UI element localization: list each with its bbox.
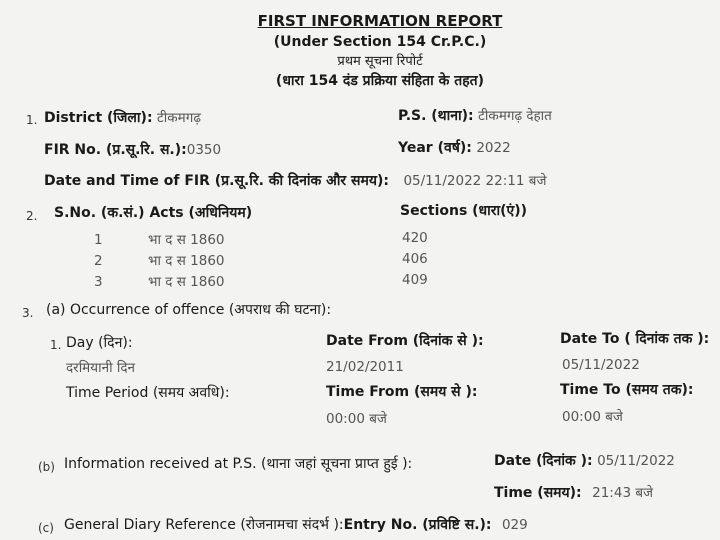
info-received-label: Information received at P.S. (थाना जहां सूचना प्राप्त हुई ): xyxy=(64,456,413,472)
ps-value: टीकमगढ़ देहात xyxy=(478,108,552,124)
time-to-label: Time To (समय तक): xyxy=(560,382,694,398)
fir-no-field xyxy=(44,141,221,159)
act-row-sno: 1 xyxy=(94,232,103,248)
act-row-sno: 3 xyxy=(94,274,103,290)
gd-reference-label: General Diary Reference (रोजनामचा संदर्भ ): xyxy=(64,517,344,533)
ps-label: P.S. (थाना): xyxy=(398,108,474,124)
report-subtitle: (Under Section 154 Cr.P.C.) xyxy=(273,34,487,50)
district-label: District (जिला): xyxy=(44,110,153,126)
fir-no-value: 0350 xyxy=(186,142,222,158)
year-label: Year (वर्ष): xyxy=(398,140,472,156)
district-value: टीकमगढ़ xyxy=(157,110,201,126)
act-row-section: 406 xyxy=(402,251,428,267)
acts-header xyxy=(54,204,252,222)
info-received-time xyxy=(494,484,653,502)
info-received-date xyxy=(494,452,675,470)
info-date-value: 05/11/2022 xyxy=(597,453,675,469)
section-2-number: 2. xyxy=(26,209,38,223)
date-to-label: Date To ( दिनांक तक ): xyxy=(560,331,710,347)
act-row-act: भा द स 1860 xyxy=(148,253,225,269)
section-3-number: 3. xyxy=(22,306,34,320)
time-from-value: 00:00 बजे xyxy=(326,411,387,427)
day-number: 1. xyxy=(50,338,62,352)
act-row-sno: 2 xyxy=(94,253,103,269)
report-hindi-title: प्रथम सूचना रिपोर्ट xyxy=(337,54,423,69)
act-row-section: 409 xyxy=(402,272,428,288)
gd-reference-number: (c) xyxy=(38,521,54,535)
ps-field xyxy=(398,107,552,125)
date-from-value: 21/02/2011 xyxy=(326,359,404,375)
fir-datetime-field xyxy=(44,172,546,190)
fir-datetime-value: 05/11/2022 22:11 बजे xyxy=(403,173,547,189)
info-date-label: Date (दिनांक ): xyxy=(494,453,593,469)
day-label: Day (दिन): xyxy=(66,335,133,351)
info-time-value: 21:43 बजे xyxy=(592,485,654,501)
act-row-act: भा द स 1860 xyxy=(148,274,225,290)
acts-label: Acts (अधिनियम) xyxy=(149,205,253,221)
fir-no-label: FIR No. (प्र.सू.रि. स.): xyxy=(44,142,187,158)
entry-no-label: Entry No. (प्रविष्टि स.): xyxy=(343,517,492,533)
time-period-label: Time Period (समय अवधि): xyxy=(66,385,230,401)
time-to-value: 00:00 बजे xyxy=(562,409,623,425)
fir-datetime-label: Date and Time of FIR (प्र.सू.रि. की दिनांक और समय): xyxy=(44,173,389,189)
date-to-value: 05/11/2022 xyxy=(562,357,640,373)
district-field xyxy=(44,109,201,127)
info-time-label: Time (समय): xyxy=(494,485,582,501)
year-field xyxy=(398,139,511,157)
section-1-number: 1. xyxy=(26,113,38,127)
year-value: 2022 xyxy=(476,140,511,156)
act-row-section: 420 xyxy=(402,230,428,246)
act-row-act: भा द स 1860 xyxy=(148,232,225,248)
day-value: दरमियानी दिन xyxy=(66,360,136,376)
sections-label: Sections (धारा(एं)) xyxy=(400,203,528,219)
report-title: FIRST INFORMATION REPORT xyxy=(257,12,503,30)
gd-reference-field xyxy=(64,516,528,534)
date-from-label: Date From (दिनांक से ): xyxy=(326,333,484,349)
occurrence-label: (a) Occurrence of offence (अपराध की घटना): xyxy=(46,302,332,318)
entry-no-value: 029 xyxy=(501,517,528,533)
info-received-number: (b) xyxy=(38,460,55,474)
sno-label: S.No. (क.सं.) xyxy=(54,205,145,221)
report-hindi-subtitle: (धारा 154 दंड प्रक्रिया संहिता के तहत) xyxy=(275,73,485,89)
time-from-label: Time From (समय से ): xyxy=(326,384,478,400)
